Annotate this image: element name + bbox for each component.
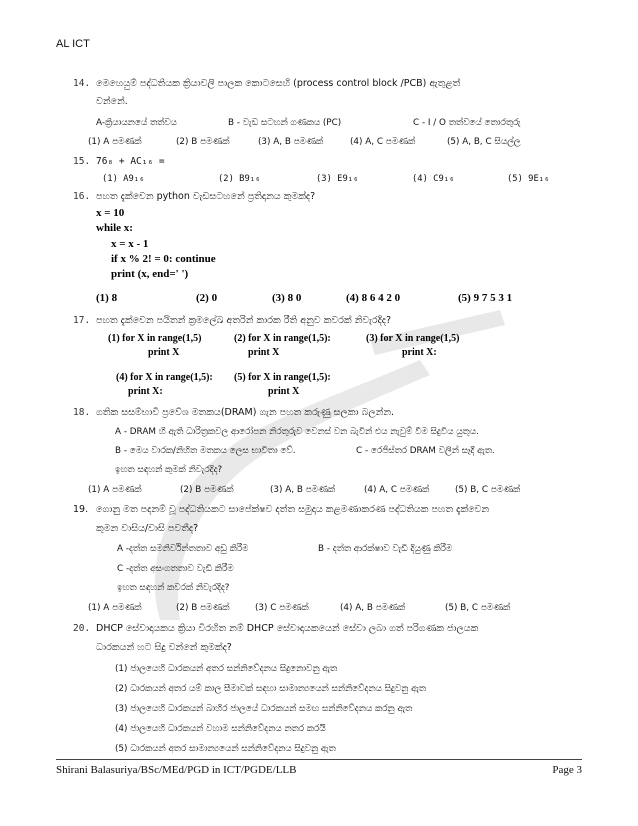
q18-option-5: (5) B, C පමණක්: [455, 485, 521, 495]
q17-option-2-line-2: print X: [248, 347, 280, 358]
q19-prompt: ඉහත සඳහන් කවරක් නිවැරදිද?: [117, 583, 230, 593]
q14-option-5: (5) A, B, C සියල්ල: [447, 137, 521, 147]
q15-option-3: (3) E9₁₆: [316, 174, 359, 184]
q19-item-b: B - දත්ත ආරක්ෂාව වැඩි දියුණු කිරීම: [318, 544, 453, 554]
q14-line1: මෙහෙයුම් පද්ධතියක ක්‍රියාවලි පාලක කොටසෙහි (process control block /PCB) ඇතුළත්: [96, 78, 461, 89]
q18-option-1: (1) A පමණක්: [88, 485, 142, 495]
q14-item-b: B - වැඩ සටහන් ගණකය (PC): [228, 118, 342, 128]
footer-page-number: Page 3: [552, 764, 582, 776]
footer-divider: [56, 759, 582, 760]
q17-option-4-line-1: (4) for X in range(1,5):: [116, 372, 213, 383]
q16-code-line-4: if x % 2! = 0: continue: [111, 253, 216, 265]
q17-option-1-line-2: print X: [148, 347, 180, 358]
q18-text: ගතික සසම්භාවී ප්‍රවේශ මතකය(DRAM) ගැන පහත කරුණු සලකා බලන්න.: [96, 407, 395, 418]
q16-option-5: (5) 9 7 5 3 1: [458, 292, 513, 304]
q17-option-5-line-1: (5) for X in range(1,5):: [234, 372, 331, 383]
q16-code-line-3: x = x - 1: [111, 238, 149, 250]
q15-number: 15.: [73, 156, 91, 167]
q14-line2: වන්නේ.: [96, 96, 128, 107]
q20-number: 20.: [73, 623, 91, 634]
q17-option-2-line-1: (2) for X in range(1,5):: [234, 333, 331, 344]
q16-text: පහත දැක්වෙන python වැඩසටහනේ ප්‍රතිදානය කුමක්ද?: [96, 191, 316, 202]
q19-line1: ගොනු මත පදනම් වූ පද්ධතියකට සාපේක්ෂව දත්ත සමුදාය කළමණාකරණ පද්ධතියක පහත දැක්වෙන: [96, 504, 490, 515]
q15-option-5: (5) 9E₁₆: [507, 174, 550, 184]
q16-code-line-1: x = 10: [96, 207, 125, 219]
footer-author: Shirani Balasuriya/BSc/MEd/PGD in ICT/PGDE/LLB: [56, 764, 297, 776]
q19-option-3: (3) C පමණක්: [255, 603, 309, 613]
q17-option-4-line-2: print X:: [128, 386, 163, 397]
q14-item-a: A-ක්‍රියායනයේ තත්වය: [96, 118, 177, 128]
q19-option-1: (1) A පමණක්: [88, 603, 142, 613]
q15-option-2: (2) B9₁₆: [218, 174, 261, 184]
q16-code-line-5: print (x, end=' '): [111, 268, 189, 280]
q14-item-c: C - I / O තත්වයේ තොරතුරු: [413, 118, 521, 128]
q15-option-1: (1) A9₁₆: [102, 174, 145, 184]
q20-line1: DHCP සේවාදායකය ක්‍රියා විරහිත නම් DHCP සේවාදායකයෙන් සේවා ලබා ගත් පරිගණක ජාලයක: [96, 623, 479, 634]
q18-item-a: A - DRAM හි ඇති ධාරිත්‍රකවල ආරෝපන නිරතුරුව වෙනස් වන බැවින් එය නැවුම් වීම සිදුවිය යුතුය.: [115, 427, 479, 437]
q19-option-5: (5) B, C පමණක්: [445, 603, 511, 613]
q16-option-1: (1) 8: [96, 292, 118, 304]
q16-number: 16.: [73, 191, 91, 202]
q20-option-1: (1) ජාලයෙහි ධාරකයන් අතර සන්නිවේදනය සිදුනොවනු ඇත: [115, 664, 338, 674]
q18-prompt: ඉහත සඳහන් කුමක් නිවැරදිද?: [115, 465, 223, 475]
q17-text: පහත දැක්වෙන පයිතන් ක්‍රමලේඛ අතරින් කාරක රීති අනුව කවරක් නිවැරදිද?: [96, 315, 392, 326]
q19-option-4: (4) A, B පමණක්: [340, 603, 406, 613]
q18-option-4: (4) A, C පමණක්: [364, 485, 430, 495]
q18-option-2: (2) B පමණක්: [180, 485, 234, 495]
q20-option-5: (5) ධාරකයන් අතර සාමාන්‍යයෙන් සන්නිවේදනය සිදුවනු ඇත: [115, 744, 336, 754]
q19-option-2: (2) B පමණක්: [176, 603, 230, 613]
q20-option-3: (3) ජාලයෙහි ධාරකයන් බාහිර ජාලයේ ධාරකයන් සමඟ සන්නිවේදනය කරනු ඇත: [115, 704, 413, 714]
q19-line2: කුමන වාසිය/වාසි පවතීද?: [96, 523, 199, 534]
q17-option-3-line-2: print X:: [402, 347, 437, 358]
q15-option-4: (4) C9₁₆: [412, 174, 455, 184]
header-title: AL ICT: [56, 38, 90, 50]
q16-option-2: (2) 0: [196, 292, 218, 304]
q19-item-a: A -දත්ත සමනිර්වින්තතාව අඩු කිරීම: [117, 544, 249, 554]
q18-number: 18.: [73, 407, 91, 418]
q17-option-5-line-2: print X: [268, 386, 300, 397]
q14-option-4: (4) A, C පමණක්: [350, 137, 416, 147]
q19-item-c: C -දත්ත අසංගතතාව වැඩි කිරීම: [117, 564, 234, 574]
q14-option-3: (3) A, B පමණක්: [258, 137, 324, 147]
q14-option-1: (1) A පමණක්: [88, 137, 142, 147]
q20-option-2: (2) ධාරකයන් අතර යම් කාල සීමාවක් සඳහා සාමාන්‍යයෙන් සන්නිවේදනය සිදුවනු ඇත: [115, 684, 426, 694]
q14-number: 14.: [73, 78, 91, 89]
q15-text: 76₈ + AC₁₆ =: [96, 156, 165, 167]
q16-option-4: (4) 8 6 4 2 0: [346, 292, 401, 304]
q16-code-line-2: while x:: [96, 222, 133, 234]
q18-item-c: C - රෙජිස්තර DRAM වලින් සෑදී ඇත.: [356, 446, 495, 456]
q17-option-3-line-1: (3) for X in range(1,5): [366, 333, 460, 344]
q17-option-1-line-1: (1) for X in range(1,5): [108, 333, 202, 344]
q18-item-b: B - මෙය වාරක/නිහිත මතකය ලෙස භාවිතා වේ.: [115, 446, 296, 456]
q18-option-3: (3) A, B පමණක්: [270, 485, 336, 495]
q20-line2: ධාරකයන් හට සිදු වන්නේ කුමක්ද?: [96, 642, 232, 653]
q19-number: 19.: [73, 504, 89, 515]
q20-option-4: (4) ජාලයෙහි ධාරකයන් වහාම සන්නිවේදනය නතර කරයි: [115, 724, 326, 734]
q16-option-3: (3) 8 0: [272, 292, 302, 304]
q14-option-2: (2) B පමණක්: [176, 137, 230, 147]
q17-number: 17.: [73, 315, 91, 326]
